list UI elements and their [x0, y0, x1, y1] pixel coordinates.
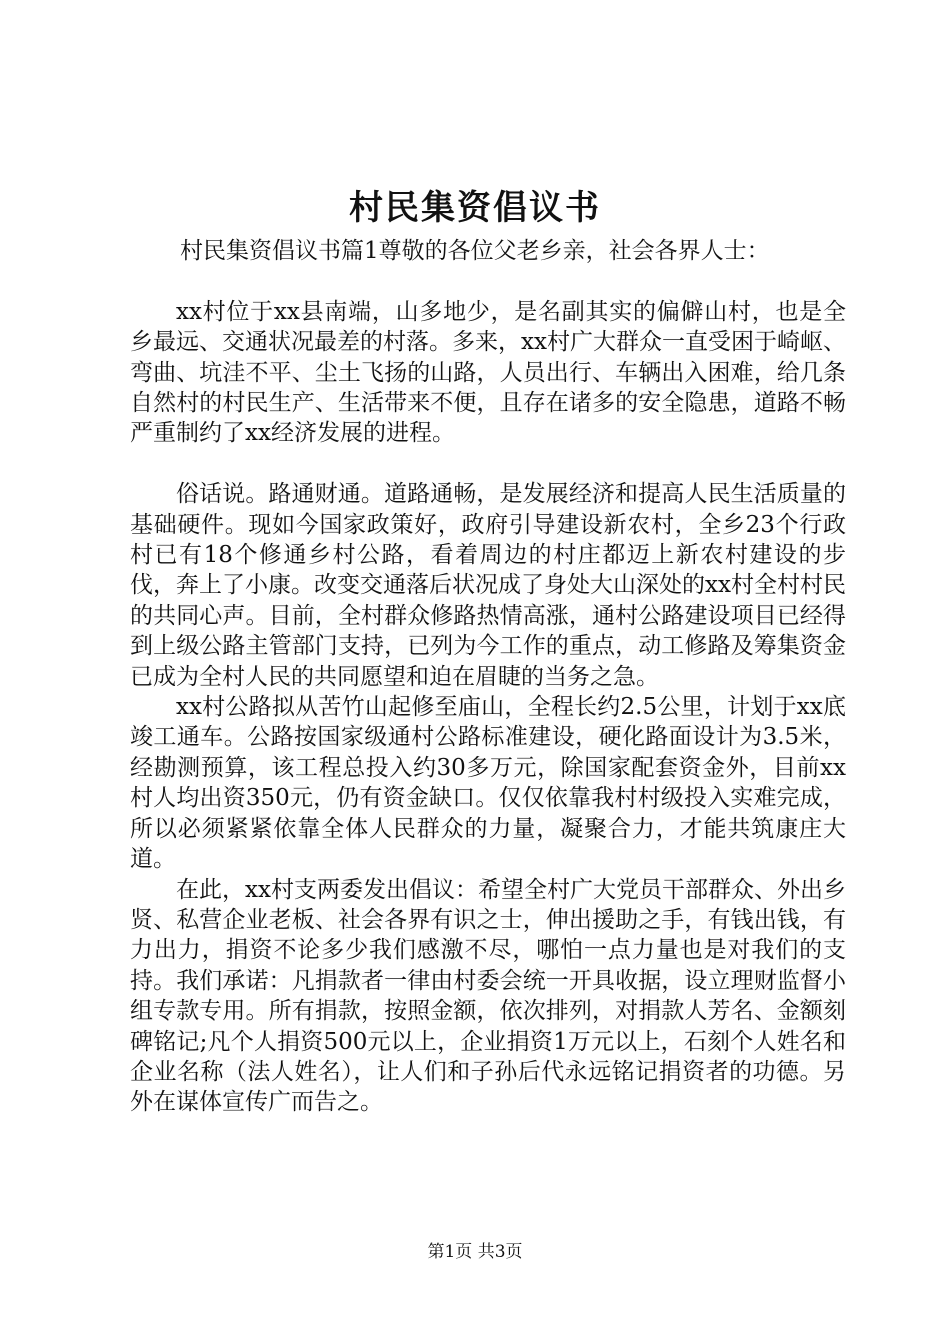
paragraph-road-plan: xx村公路拟从苦竹山起修至庙山，全程长约2.5公里，计划于xx底竣工通车。公路按国家级通村公路标准建设，硬化路面设计为3.5米，经勘测预算，该工程总投入约30多万元，除国家配套资金外，目前xx村人均出资350元，仍有资金缺口。仅仅依靠我村村级投入实难完成，所以必须紧紧依靠全体人民群众的力量，凝聚合力，才能共筑康庄大道。: [130, 694, 846, 873]
page-number: 第1页 共3页: [427, 1242, 523, 1262]
paragraph-spacer: [130, 266, 846, 296]
paragraph-road-importance: 俗话说。路通财通。道路通畅，是发展经济和提高人民生活质量的基础硬件。现如今国家政策好，政府引导建设新农村，全乡23个行政村已有18个修通乡村公路，看着周边的村庄都迈上新农村建设的步伐，奔上了小康。改变交通落后状况成了身处大山深处的xx村全村村民的共同心声。目前，全村群众修路热情高涨，通村公路建设项目已经得到上级公路主管部门支持，已列为今工作的重点，动工修路及筹集资金已成为全村人民的共同愿望和迫在眉睫的当务之急。: [130, 481, 846, 690]
document-title: 村民集资倡议书: [349, 188, 601, 228]
paragraph-village-situation: xx村位于xx县南端，山多地少，是名副其实的偏僻山村，也是全乡最远、交通状况最差的村落。多来，xx村广大群众一直受困于崎岖、弯曲、坑洼不平、尘土飞扬的山路，人员出行、车辆出入困难，给几条自然村的村民生产、生活带来不便，且存在诸多的安全隐患，道路不畅严重制约了xx经济发展的进程。: [130, 298, 846, 447]
paragraph-spacer: [130, 449, 846, 479]
paragraph-appeal: 在此，xx村支两委发出倡议：希望全村广大党员干部群众、外出乡贤、私营企业老板、社会各界有识之士，伸出援助之手，有钱出钱，有力出力，捐资不论多少我们感激不尽，哪怕一点力量也是对我们的支持。我们承诺：凡捐款者一律由村委会统一开具收据，设立理财监督小组专款专用。所有捐款，按照金额，依次排列，对捐款人芳名、金额刻碑铭记;凡个人捐资500元以上，企业捐资1万元以上，石刻个人姓名和企业名称（法人姓名），让人们和子孙后代永远铭记捐资者的功德。另外在谋体宣传广而告之。: [130, 876, 846, 1116]
paragraph-salutation: 村民集资倡议书篇1尊敬的各位父老乡亲，社会各界人士：: [180, 238, 770, 264]
document-body: [130, 236, 846, 1118]
